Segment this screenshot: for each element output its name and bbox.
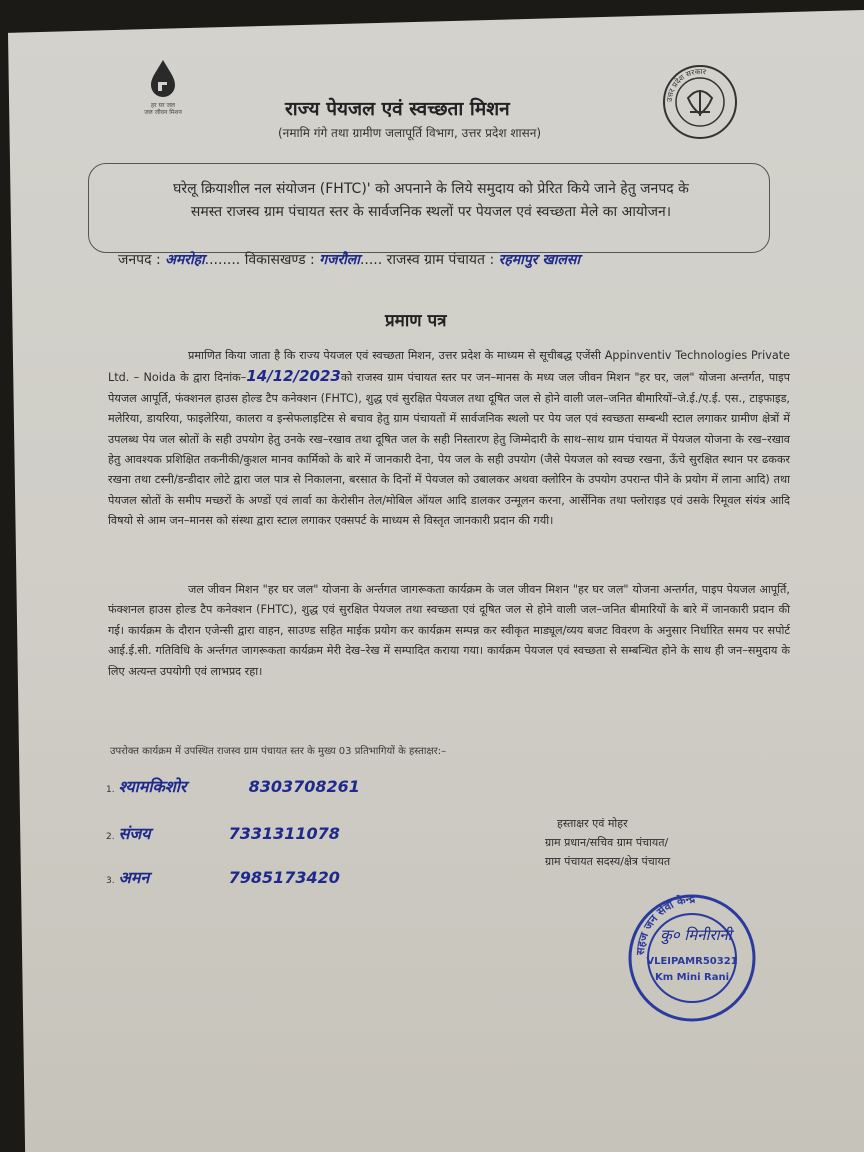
up-government-seal-icon (660, 62, 740, 142)
block-label: विकासखण्ड : (244, 252, 315, 268)
participant-name: संजय (118, 824, 151, 843)
certificate-paragraph-1 (108, 346, 790, 532)
participant-phone: 7985173420 (228, 868, 340, 887)
participant-phone: 7331311078 (228, 824, 340, 843)
p1-part-b: को राजस्व ग्राम पंचायत स्तर पर जन–मानस के मध्य जल जीवन मिशन "हर घर, जल" योजना अन्तर्गत, पाइप पेयजल आपूर्ति, फंक्शनल हाउस होल्ड टैप कनेक्शन (FHTC), शुद्ध एवं सुरक्षित पेयजल तथा दूषित जल से होने वाली जल–जनित बीमारियों–जे.ई./ए.ई. एस., टाइफाइड, मलेरिया, डायरिया, फाइलेरिया, कालरा व इन्सेफलाइटिस से बचाव हेतु ग्राम पंचायतों में सार्वजनिक स्थलो पर पेय जल एवं स्वच्छता सम्बन्धी स्टाल लगाकर ग्रामीण क्षेत्रों में उपलब्ध पेय जल स्रोतों के सही उपयोग हेतु उनके रख–रखाव तथा दूषित जल के सही निस्तारण हेतु जिम्मेदारी के साथ–साथ ग्राम पंचायत में पेयजल योजना के रख–रखाव हेतु आवश्यक प्रशिक्षित तकनीकी/कुशल मानव कार्मिको के बारे में जानकारी देना, पेय जल के सही उपयोग (जैसे पेयजल को स्वच्छ रखना, ऊँचे सुरक्षित स्थान पर ढककर रखना तथा टस्नी/डन्डीदार लोटे द्वारा जल पात्र से निकालना, बरसात के दिनों में पेयजल को उबालकर अथवा क्लोरिन के उपयोग उपरान्त पीने के प्रयोग में लाना आदि) तथा पेयजल स्रोतों के समीप मच्छरों के अण्डों एवं लार्वा का केरोसीन तेल/मोबिल ऑयल आदि डालकर उन्मूलन करना, आर्सेनिक तथा फ्लोराइड एवं उसके रिमूवल संयंत्र आदि विषयो से आम जन–मानस को संस्था द्वारा स्टाल लगाकर एक्सपर्ट के माध्यम से विस्तृत जानकारी प्रदान की गयी। (108, 371, 790, 528)
location-fields: जनपद : अमरोहा........ विकासखण्ड : गजरौला..... राजस्व ग्राम पंचायत : रहमापुर खालसा (118, 252, 580, 268)
banner-text (106, 178, 756, 224)
participant-row: 2. संजय 7331311078 (106, 824, 340, 843)
panchayat-value: रहमापुर खालसा (498, 252, 580, 268)
certificate-title: प्रमाण पत्र (385, 311, 447, 331)
district-value: अमरोहा (165, 252, 205, 268)
signatory-block (545, 814, 670, 871)
banner-line-1: घरेलू क्रियाशील नल संयोजन (FHTC)' को अपनाने के लिये समुदाय को प्रेरित किये जाने हेतु जनपद के (173, 181, 689, 197)
stamp-code: VLEIPAMR50321 (646, 956, 738, 967)
block-value: गजरौला (319, 252, 360, 268)
p1-part-a: प्रमाणित किया जाता है कि राज्य पेयजल एवं स्वच्छता मिशन, उत्तर प्रदेश के माध्यम से सूचीबद्ध एजेंसी Appinventiv Technologies Private Ltd. – Noida के द्वारा दिनांक– (108, 349, 790, 385)
jal-jeevan-logo (128, 58, 198, 158)
stamp-name: Km Mini Rani (654, 972, 730, 983)
participant-row: 3. अमन 7985173420 (106, 868, 340, 887)
signatory-line-1: हस्ताक्षर एवं मोहर (557, 817, 628, 830)
district-label: जनपद : (118, 252, 161, 268)
page-title: राज्य पेयजल एवं स्वच्छता मिशन (285, 98, 510, 120)
participant-name: अमन (118, 868, 150, 887)
stamp-ring-text: सहज जन सेवा केन्द्र (633, 891, 696, 956)
csc-stamp-icon (622, 880, 772, 1030)
participant-phone: 8303708261 (248, 777, 360, 796)
panchayat-label: राजस्व ग्राम पंचायत : (386, 252, 495, 268)
seal-text: उत्तर प्रदेश सरकार (664, 66, 707, 103)
participant-row: 1. श्यामकिशोर 8303708261 (106, 777, 360, 796)
svg-text:उत्तर प्रदेश सरकार (665, 67, 707, 102)
signatory-line-2: ग्राम प्रधान/सचिव ग्राम पंचायत/ (545, 836, 669, 849)
p2-text: जल जीवन मिशन "हर घर जल" योजना के अर्न्तगत जागरूकता कार्यक्रम के जल जीवन मिशन "हर घर जल" योजना अन्तर्गत, पाइप पेयजल आपूर्ति, फंक्शनल हाउस होल्ड टैप कनेक्शन (FHTC), शुद्ध एवं सुरक्षित पेयजल तथा स्वच्छता एवं दूषित जल से होने वाली जल–जनित बीमारियों के बारे में जानकारी प्रदान की गई। कार्यक्रम के दौरान एजेन्सी द्वारा वाहन, साउण्ड सहित माईक प्रयोग कर कार्यक्रम सम्पन्न कर स्वीकृत माड्यूल/व्यय बजट विवरण के अनुसार निर्धारित समय पर सपोर्ट आई.ई.सी. गतिविधि के अर्न्तगत जागरूकता कार्यक्रम मेरी देख–रेख में सम्पादित कराया गया। कार्यक्रम पेयजल एवं स्वच्छता से सम्बन्धित होने के साथ ही जन–समुदाय के लिए अत्यन्त उपयोगी एवं लाभप्रद रहा। (108, 583, 790, 678)
banner-line-2: समस्त राजस्व ग्राम पंचायत स्तर के सार्वजनिक स्थलों पर पेयजल एवं स्वच्छता मेले का आयोजन। (190, 204, 672, 220)
page-subtitle: (नमामि गंगे तथा ग्रामीण जलापूर्ति विभाग, उत्तर प्रदेश शासन) (278, 126, 542, 140)
event-date: 14/12/2023 (246, 367, 341, 386)
participants-intro: उपरोक्त कार्यक्रम में उपस्थित राजस्व ग्राम पंचायत स्तर के मुख्य 03 प्रतिभागियों के हस्ताक्षर:– (110, 746, 447, 757)
logo-sub: जल जीवन मिशन (144, 109, 182, 116)
logo-tagline: हर घर जल (151, 102, 175, 109)
signatory-line-3: ग्राम पंचायत सदस्य/क्षेत्र पंचायत (545, 855, 671, 868)
certificate-paragraph-2 (108, 580, 790, 682)
participant-name: श्यामकिशोर (118, 777, 187, 796)
water-drop-icon (146, 58, 180, 98)
stamp-signature: कु० मिनीरानी (660, 926, 732, 944)
